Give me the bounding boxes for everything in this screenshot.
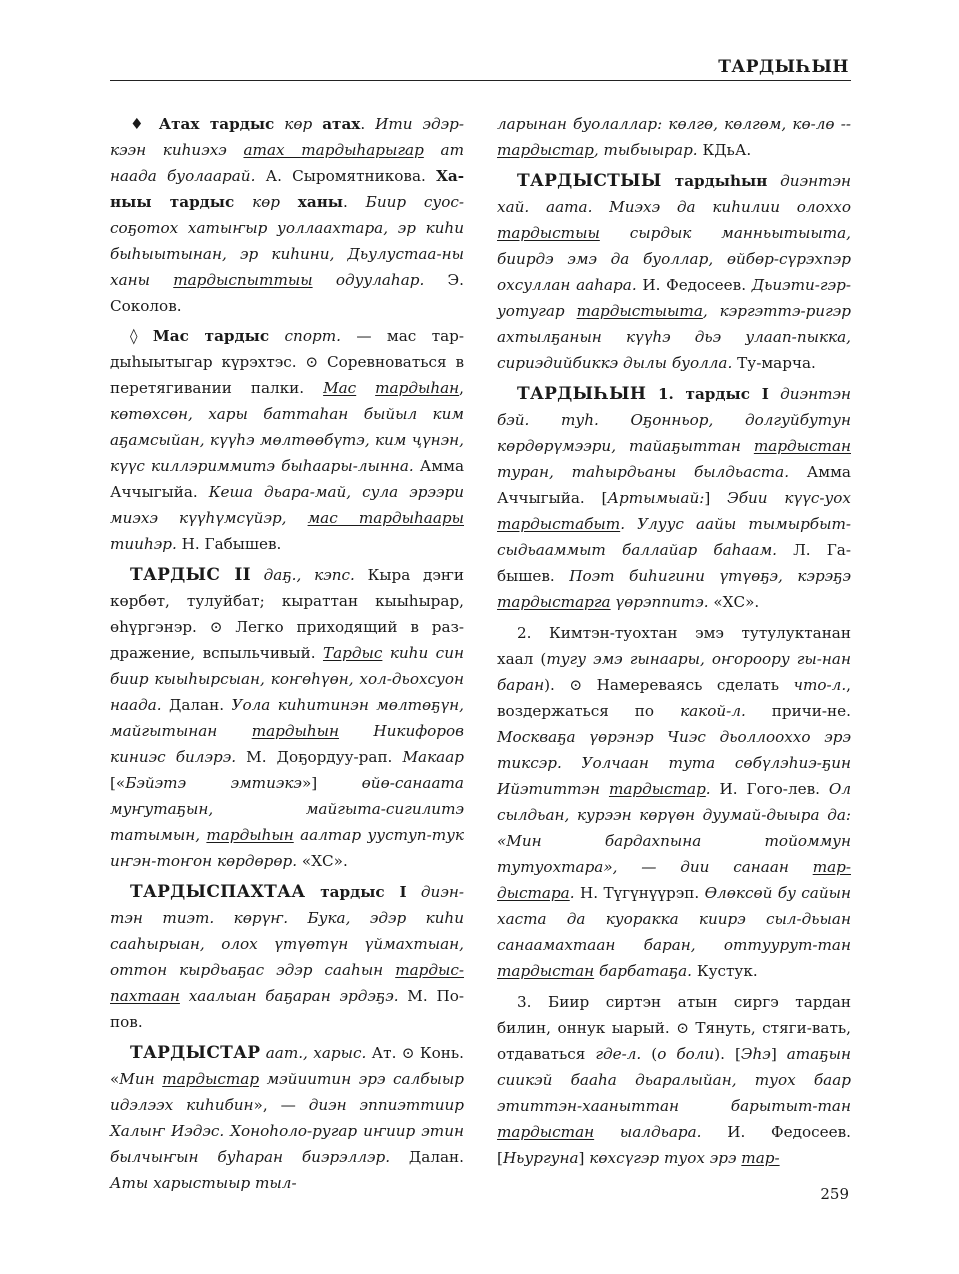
headword: ТАРДЫС II	[130, 565, 251, 585]
entry-mas-tardys: ◊ Мас тардыс спорт. — мас тар-дыһыытыгар күрэхтэс. ⊙ Соревноваться в перетягивании палки. Мас тардыһан, көтөхсөн, хары баттаһан быйыл ким аҕамсыйан, күүһэ мөлтөөбүтэ, ким ҷүнэн, күүс киллэриммитэ быһаары-лынна. Амма Аччыгыйа. Кеша дьара-май, сула эрээри миэхэ күүһүмсүйэр, мас тардыһаары тииһэр. Н. Габышев.	[110, 327, 465, 553]
example-underline: тар-дыстара	[497, 858, 851, 902]
sense-3: 3. Биир сиртэн атын сиргэ тардан билин, оннук ыарый. ⊙ Тянуть, стяги-вать, отдаваться где-л. (о боли). [Эһэ] атаҕын сиикэй бааһа дьаралыйан, туох баар этиттэн-хааныттан барытыт-тан тардыстан ыалдьара. И. Федосеев. [Ньургуна] көхсүгэр туох эрэ тар-	[497, 993, 851, 1167]
example-underline: тардыстан	[497, 962, 595, 980]
page-number: 259	[820, 1185, 849, 1203]
example-underline: тардыстар	[608, 780, 706, 798]
example-underline: тардыһын	[251, 722, 340, 740]
example-underline: тардыстар	[497, 141, 594, 159]
entry-tardyspakhtaa: ТАРДЫСПАХТАА тардыс I диэн-тэн тиэт. көрүҥ. Бука, эдэр киһи сааһырыан, олох үтүөтүн үймахтыан, оттон кырдьаҕас эдэр сааһын тардыс-пахтаан хаалыан баҕаран эрдэҕэ. М. По-пов.	[110, 882, 464, 1031]
entry-continuation: ларынан буолаллар: көлгө, көлгөм, кө-лө -- тардыстар, тыбыырар. КДьА.	[497, 115, 851, 159]
sense-2: 2. Кимтэн-туохтан эмэ тутулуктанан хаал (тугу эмэ гынаары, оҥороору гы-нан баран). ⊙ Намереваясь сделать что-л., воздержаться по какой-л. причи-не. Москваҕа үөрэнэр Чиэс дьоллоохxo эрэ тиксэр. Уолчаан тута сөбүлэһиэ-ҕин Ийэтиттэн тардыстар. И. Гого-лев. Ол сылдьан, курээн көрүөн дуумай-дыыра да: «Мин бардахпына тойоммун тутуохтара», — дии санаан тар-дыстара. Н. Түгүнүүрэп. Өлөксөй бу сайын хаста да куоракка киирэ сыл-дьыан санаамахтаан баран, оттуурут-тан тардыстан барбатаҕа. Кустук.	[497, 624, 852, 980]
example-underline: Мас	[323, 379, 357, 397]
example-underline: тардыстан	[497, 1123, 595, 1141]
headword: Мас тардыс	[152, 327, 270, 345]
example-underline: тардыстыыта	[576, 302, 703, 320]
headword: Атах тардыс	[158, 115, 275, 133]
example-underline: тардыстыы	[497, 224, 600, 242]
example-underline: тардыстарга	[497, 593, 611, 611]
example-underline: тардыс-пахтаан	[110, 961, 464, 1005]
example-underline: тардыстабыт	[497, 515, 621, 533]
example-underline: тардыстар	[162, 1070, 260, 1088]
running-head: ТАРДЫҺЫН	[718, 57, 849, 77]
entry-tardys-ii: ТАРДЫС II даҕ., кэпс. Кыра дэҥи көрбөт, тулуйбат; кыраттан кыыһырар, өһүргэнэр. ⊙ Легко приходящий в раз-дражение, вспыльчивый. Тардыс киһи син биир кыыһырсыан, коҥөһүөн, хол-дьохсуон наада. Далан. Уола киһитинэн мөлтөҕүн, майгытынан тардыһын Никифоров киниэс билэрэ. М. Доҕордуу-рап. Макаар [«Бэйэтэ эмтиэкэ»] өйө-санаата муҥутаҕын, майгыта-сигилитэ татымын, тардыһын аалтар ууступ-тук иҥэн-тоҥон көрдөрөр. «ХС».	[110, 565, 465, 870]
entry-atakh-tardys: ♦ Атах тардыс көр атах. Ити эдэр-кээн киһиэхэ атах тардыһарыгар ат наада буолаарай. А. Сыромятникова. Ха-ныы тардыс көр ханы. Биир суос-соҕотох хатыҥыр уоллаахтара, эр киһи быһыытынан, эр киһини, Дьулустаа-ны ханы тардыспыттыы одуулаһар. Э. Соколов.	[110, 115, 465, 315]
example-underline: тардыһын	[206, 826, 294, 844]
headword: ТАРДЫСТАР	[130, 1043, 261, 1063]
left-column	[110, 111, 464, 1201]
example-underline: тардыстан	[753, 437, 851, 455]
entry-tardyhyn: ТАРДЫҺЫН 1. тардыс I диэнтэн бэй. туһ. Оҕонньор, долгуйбутун көрдөрүмээри, тайаҕыттан тардыстан туран, таһырдьаны былдьаста. Амма Аччыгыйа. [Артымыай:] Эбии күүс-уох тардыстабыт. Улуус аайы тымырбыт-сыдьааммыт баллайар баһаам. Л. Га-бышев. Поэт биһигини үтүөҕэ, кэрэҕэ тардыстарга үөрэппитэ. «ХС».	[497, 384, 852, 611]
example-underline: тар-	[741, 1149, 780, 1167]
header-rule	[110, 80, 851, 81]
entry-tardystyy: ТАРДЫСТЫЫ тардыһын диэнтэн хай. аата. Миэхэ да киһилии олоххо тардыстыы сырдык манньытыыта, биирдэ эмэ да буоллар, өйбөр-сүрэхпэр охсуллан ааһара. И. Федосеев. Дьиэти-гэр-уотугар тардыстыыта, кэргэттэ-ригэр ахтылҕанын күүһэ дьэ улаап-пыкка, сириэдийбиккэ дылы буолла. Ту-марча.	[497, 171, 852, 372]
headword: ТАРДЫҺЫН	[517, 384, 647, 404]
example-underline: атах тардыһарыгар	[243, 141, 424, 159]
headword: ТАРДЫСПАХТАА	[130, 882, 306, 902]
lozenge-marker-icon: ◊	[130, 327, 138, 345]
diamond-marker-icon: ♦	[130, 115, 149, 133]
headword: Ха-ныы тардыс	[110, 167, 465, 211]
example-underline: тардыһан	[375, 379, 460, 397]
entry-tardystar: ТАРДЫСТАР аат., харыс. Ат. ⊙ Конь. «Мин тардыстар мэйиитин эрэ салбыыр идэлээх киһибин», — диэн эппиэттиир Халыҥ Иэдэс. Хоноһоло-ругар иҥиир этин былчыҥын буһаран биэрэллэр. Далан. Аты харыстыыр тыл-	[110, 1043, 465, 1192]
example-underline: Тардыс	[322, 644, 383, 662]
headword: ТАРДЫСТЫЫ	[517, 171, 662, 191]
example-underline: мас тардыһаары	[307, 509, 464, 527]
example-underline: тардыспыттыы	[173, 271, 313, 289]
right-column	[497, 111, 851, 1176]
